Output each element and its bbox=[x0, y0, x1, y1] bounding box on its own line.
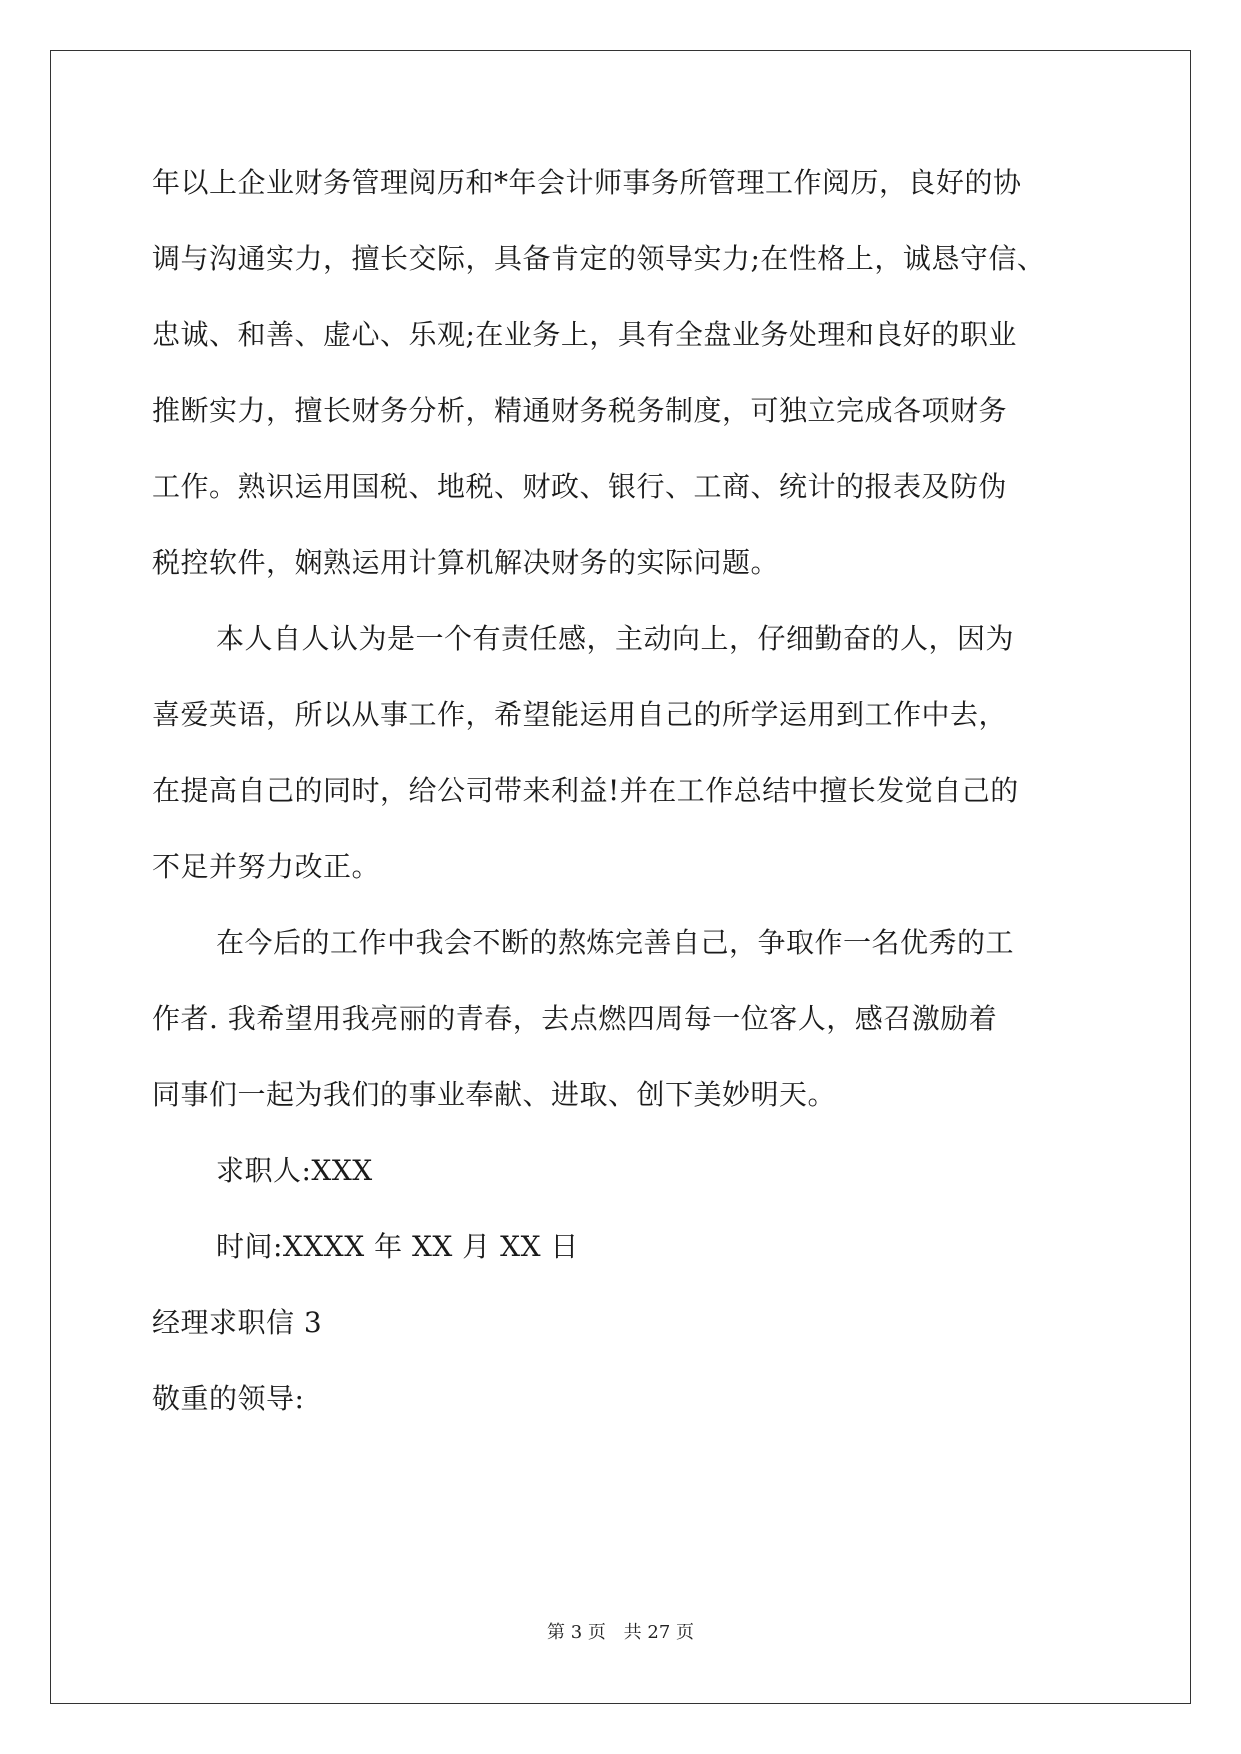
paragraph-line: 同事们一起为我们的事业奉献、进取、创下美妙明天。 bbox=[152, 1078, 837, 1111]
page-count: 共 27 页 bbox=[623, 1622, 694, 1643]
paragraph-line: 工作。熟识运用国税、地税、财政、银行、工商、统计的报表及防伪 bbox=[152, 470, 1008, 503]
paragraph-line: 忠诚、和善、虚心、乐观;在业务上，具有全盘业务处理和良好的职业 bbox=[152, 318, 1017, 351]
paragraph-line: 不足并努力改正。 bbox=[152, 850, 381, 883]
paragraph-line: 在提高自己的同时，给公司带来利益!并在工作总结中擅长发觉自己的 bbox=[152, 774, 1019, 807]
paragraph-line: 本人自人认为是一个有责任感，主动向上，仔细勤奋的人，因为 bbox=[216, 622, 1015, 655]
salutation: 敬重的领导: bbox=[152, 1382, 305, 1415]
date-line: 时间:XXXX 年 XX 月 XX 日 bbox=[216, 1230, 579, 1263]
page-footer bbox=[0, 1621, 1241, 1645]
paragraph-line: 在今后的工作中我会不断的熬炼完善自己，争取作一名优秀的工 bbox=[216, 926, 1015, 959]
section-heading: 经理求职信 3 bbox=[152, 1306, 323, 1339]
paragraph-line: 喜爱英语，所以从事工作，希望能运用自己的所学运用到工作中去， bbox=[152, 698, 1008, 731]
page-number: 第 3 页 bbox=[547, 1622, 606, 1643]
paragraph-line: 作者. 我希望用我亮丽的青春，去点燃四周每一位客人，感召激励着 bbox=[152, 1002, 998, 1035]
paragraph-line: 税控软件，娴熟运用计算机解决财务的实际问题。 bbox=[152, 546, 780, 579]
paragraph-line: 年以上企业财务管理阅历和*年会计师事务所管理工作阅历，良好的协 bbox=[152, 166, 1022, 199]
paragraph-line: 调与沟通实力，擅长交际，具备肯定的领导实力;在性格上，诚恳守信、 bbox=[152, 242, 1046, 275]
paragraph-line: 推断实力，擅长财务分析，精通财务税务制度，可独立完成各项财务 bbox=[152, 394, 1008, 427]
applicant-signature: 求职人:XXX bbox=[216, 1154, 373, 1187]
